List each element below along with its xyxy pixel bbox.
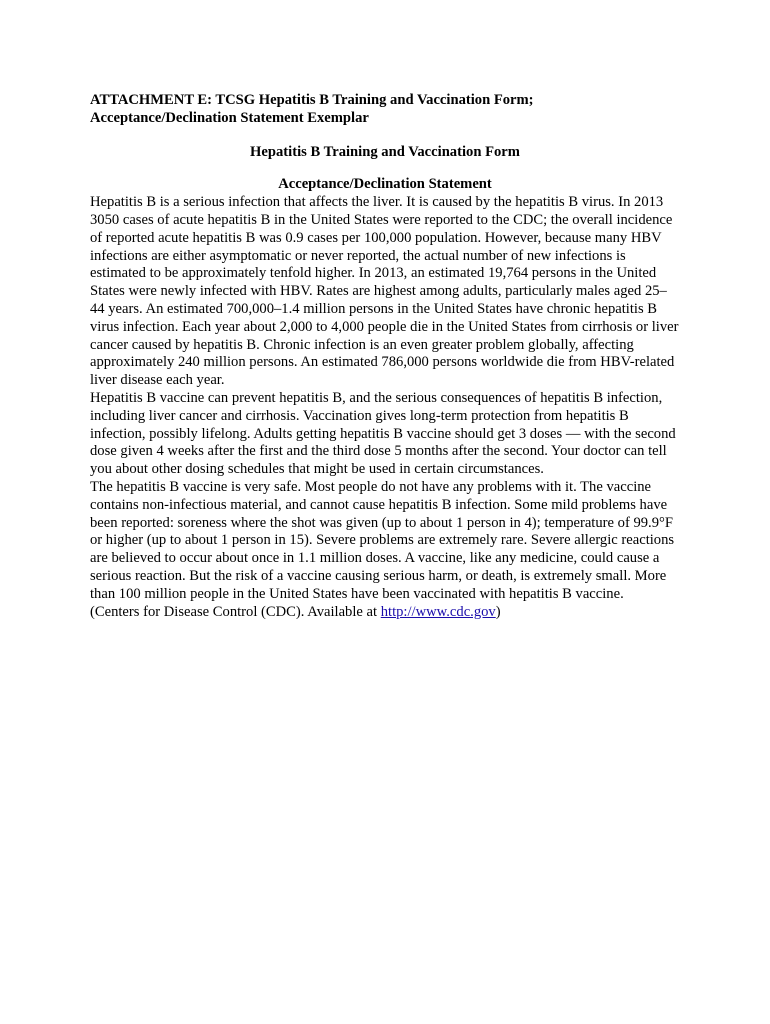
document-page [90,92,680,621]
citation-prefix: (Centers for Disease Control (CDC). Available at [90,603,381,620]
paragraph-vaccine-safety: The hepatitis B vaccine is very safe. Most people do not have any problems with it. The vaccine contains non-infectious material, and cannot cause hepatitis B infection. Some mild problems have been reported: soreness where the shot was given (up to about 1 person in 4); temperature of 99.9°F or higher (up to about 1 person in 15). Severe problems are extremely rare. Severe allergic reactions are believed to occur about once in 1.1 million doses. A vaccine, like any medicine, could cause a serious reaction. But the risk of a vaccine causing serious harm, or death, is extremely small. More than 100 million people in the United States have been vaccinated with hepatitis B vaccine. [90,478,675,602]
attachment-line-2: Acceptance/Declination Statement Exemplar [90,109,369,126]
attachment-line-1: ATTACHMENT E: TCSG Hepatitis B Training and Vaccination Form; [90,92,534,108]
form-title: Hepatitis B Training and Vaccination Form [250,143,520,160]
citation [90,604,680,622]
paragraph-vaccine-prevention: Hepatitis B vaccine can prevent hepatitis B, and the serious consequences of hepatitis B infection, including liver cancer and cirrhosis. Vaccination gives long-term protection from hepatitis B infection, possibly lifelong. Adults getting hepatitis B vaccine should get 3 doses — with the second dose given 4 weeks after the first and the third dose 5 months after the second. Your doctor can tell you about other dosing schedules that might be used in certain circumstances. [90,389,676,478]
attachment-heading [90,92,680,128]
paragraph-hepatitis-overview: Hepatitis B is a serious infection that affects the liver. It is caused by the hepatitis B virus. In 2013 3050 cases of acute hepatitis B in the United States were reported to the CDC; the overall incidence of reported acute hepatitis B was 0.9 cases per 100,000 population. However, because many HBV infections are either asymptomatic or never reported, the actual number of new infections is estimated to be approximately tenfold higher. In 2013, an estimated 19,764 persons in the United States were newly infected with HBV. Rates are highest among adults, particularly males aged 25–44 years. An estimated 700,000–1.4 million persons in the United States have chronic hepatitis B virus infection. Each year about 2,000 to 4,000 people die in the United States from cirrhosis or liver cancer caused by hepatitis B. Chronic infection is an even greater problem globally, affecting approximately 240 million persons. An estimated 786,000 persons worldwide die from HBV-related liver disease each year. [90,194,679,389]
citation-suffix: ) [495,603,501,620]
form-subtitle: Acceptance/Declination Statement [278,176,492,193]
cdc-link[interactable]: http://www.cdc.gov [380,603,496,620]
